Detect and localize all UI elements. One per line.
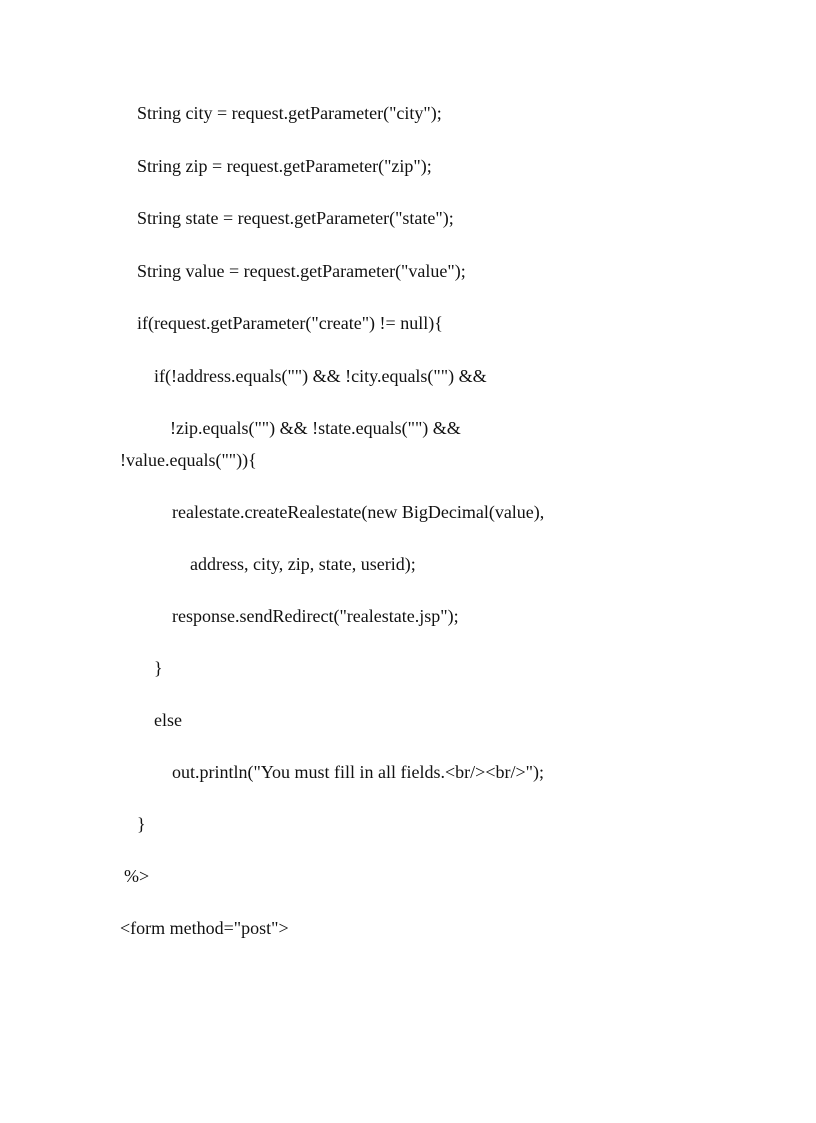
code-line-create-args: address, city, zip, state, userid); — [190, 554, 416, 574]
code-line-value: String value = request.getParameter("value"); — [137, 261, 466, 281]
code-line-value-check: !value.equals("")){ — [120, 450, 257, 470]
code-line-if-fields: if(!address.equals("") && !city.equals("") && — [154, 366, 487, 386]
code-line-close-if: } — [154, 658, 163, 678]
code-line-create-realestate: realestate.createRealestate(new BigDecimal(value), — [172, 502, 545, 522]
code-line-if-create: if(request.getParameter("create") != null){ — [137, 313, 443, 333]
code-line-println: out.println("You must fill in all fields.<br/><br/>"); — [172, 762, 544, 782]
code-line-redirect: response.sendRedirect("realestate.jsp"); — [172, 606, 459, 626]
code-line-zip: String zip = request.getParameter("zip"); — [137, 156, 432, 176]
code-line-form-open: <form method="post"> — [120, 918, 289, 938]
code-line-city: String city = request.getParameter("city"); — [137, 103, 442, 123]
code-line-scriptlet-end: %> — [124, 866, 150, 886]
code-line-else: else — [154, 710, 182, 730]
code-line-state: String state = request.getParameter("state"); — [137, 208, 454, 228]
code-line-zip-state-check: !zip.equals("") && !state.equals("") && — [170, 418, 461, 438]
code-line-close-outer-if: } — [137, 814, 146, 834]
